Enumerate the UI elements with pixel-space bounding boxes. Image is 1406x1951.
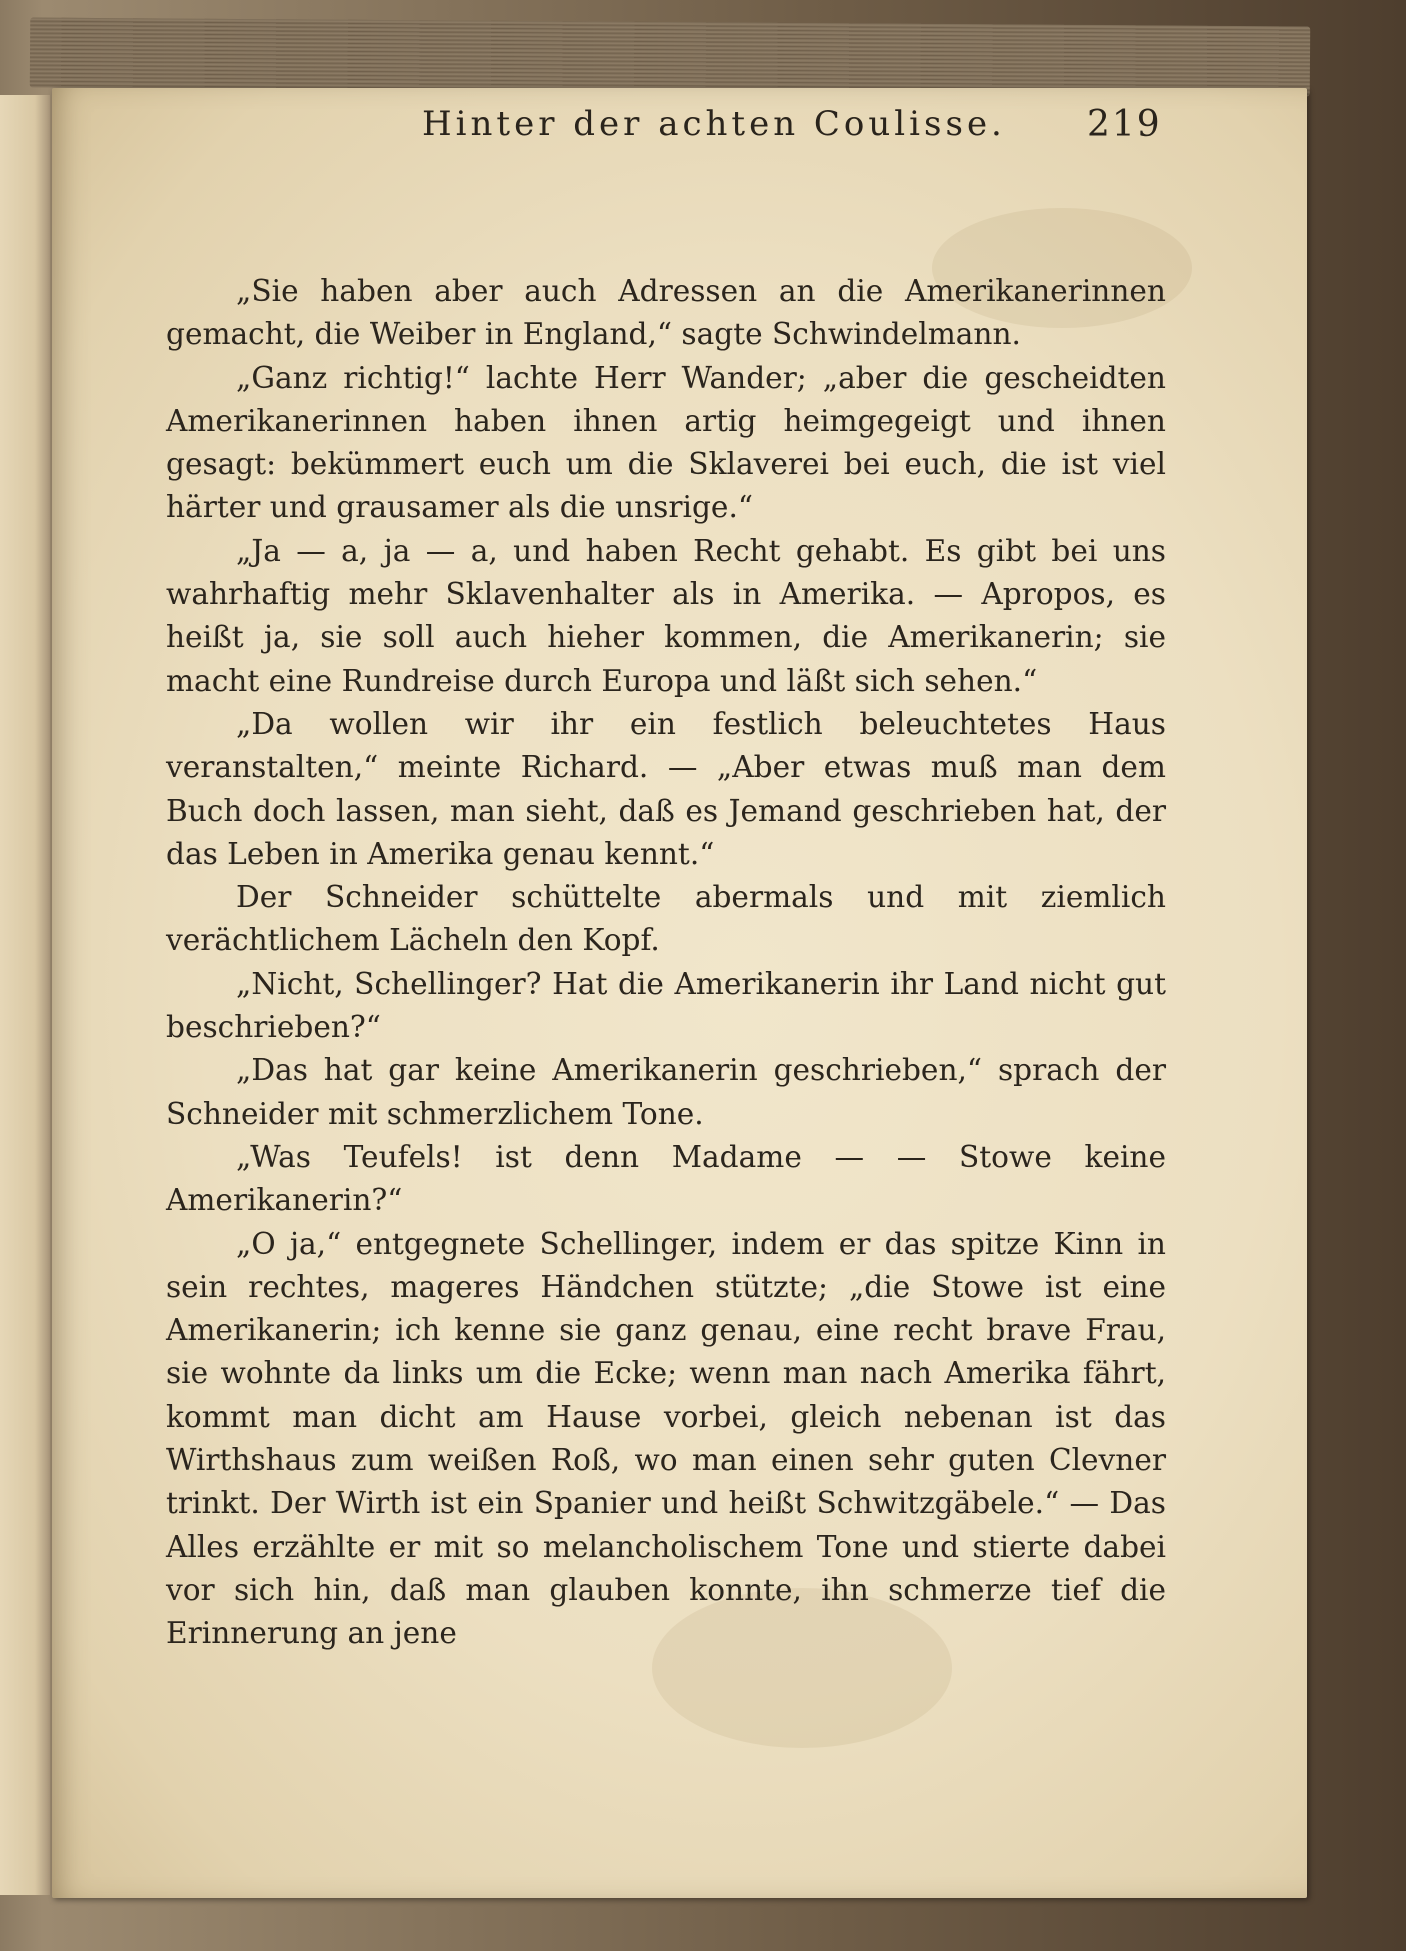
paragraph: „Da wollen wir ihr ein festlich beleuchtetes Haus veranstalten,“ meinte Richard. — „Aber etwas muß man dem Buch doch lassen, man sieht, daß es Jemand geschrieben hat, der das Leben in Amerika genau kennt.“ [166,706,1166,871]
running-title: Hinter der achten Coulisse. [422,104,1006,144]
page-header [52,104,1307,164]
facing-page-edge [0,95,50,1895]
paragraph: „Sie haben aber auch Adressen an die Amerikanerinnen gemacht, die Weiber in England,“ sagte Schwindelmann. [166,274,1166,352]
paragraph: „Ganz richtig!“ lachte Herr Wander; „aber die gescheidten Amerikanerinnen haben ihnen artig heimgegeigt und ihnen gesagt: bekümmert euch um die Sklaverei bei euch, die ist viel härter und grausamer als die unsrige.“ [166,360,1166,525]
paragraph: „Ja — a, ja — a, und haben Recht gehabt. Es gibt bei uns wahrhaftig mehr Sklavenhalter als in Amerika. — Apropos, es heißt ja, sie soll auch hieher kommen, die Amerikanerin; sie macht eine Rundreise durch Europa und läßt sich sehen.“ [166,533,1166,698]
paragraph: „O ja,“ entgegnete Schellinger, indem er das spitze Kinn in sein rechtes, mageres Händchen stützte; „die Stowe ist eine Amerikanerin; ich kenne sie ganz genau, eine recht brave Frau, sie wohnte da links um die Ecke; wenn man nach Amerika fährt, kommt man dicht am Hause vorbei, gleich nebenan ist das Wirthshaus zum weißen Roß, wo man einen sehr guten Clevner trinkt. Der Wirth ist ein Spanier und heißt Schwitzgäbele.“ — Das Alles erzählte er mit so melancholischem Tone und stierte dabei vor sich hin, daß man glauben konnte, ihn schmerze tief die Erinnerung an jene [166,1226,1166,1651]
body-text [166,270,1166,1656]
paragraph: Der Schneider schüttelte abermals und mit ziemlich verächtlichem Lächeln den Kopf. [166,880,1166,958]
paragraph: „Nicht, Schellinger? Hat die Amerikanerin ihr Land nicht gut beschrieben?“ [166,966,1166,1045]
paragraph: „Was Teufels! ist denn Madame — — Stowe keine Amerikanerin?“ [166,1139,1166,1218]
page-edges [30,18,1310,97]
page-number: 219 [1087,104,1162,145]
paragraph: „Das hat gar keine Amerikanerin geschrieben,“ sprach der Schneider mit schmerzlichem Tone. [166,1053,1166,1131]
